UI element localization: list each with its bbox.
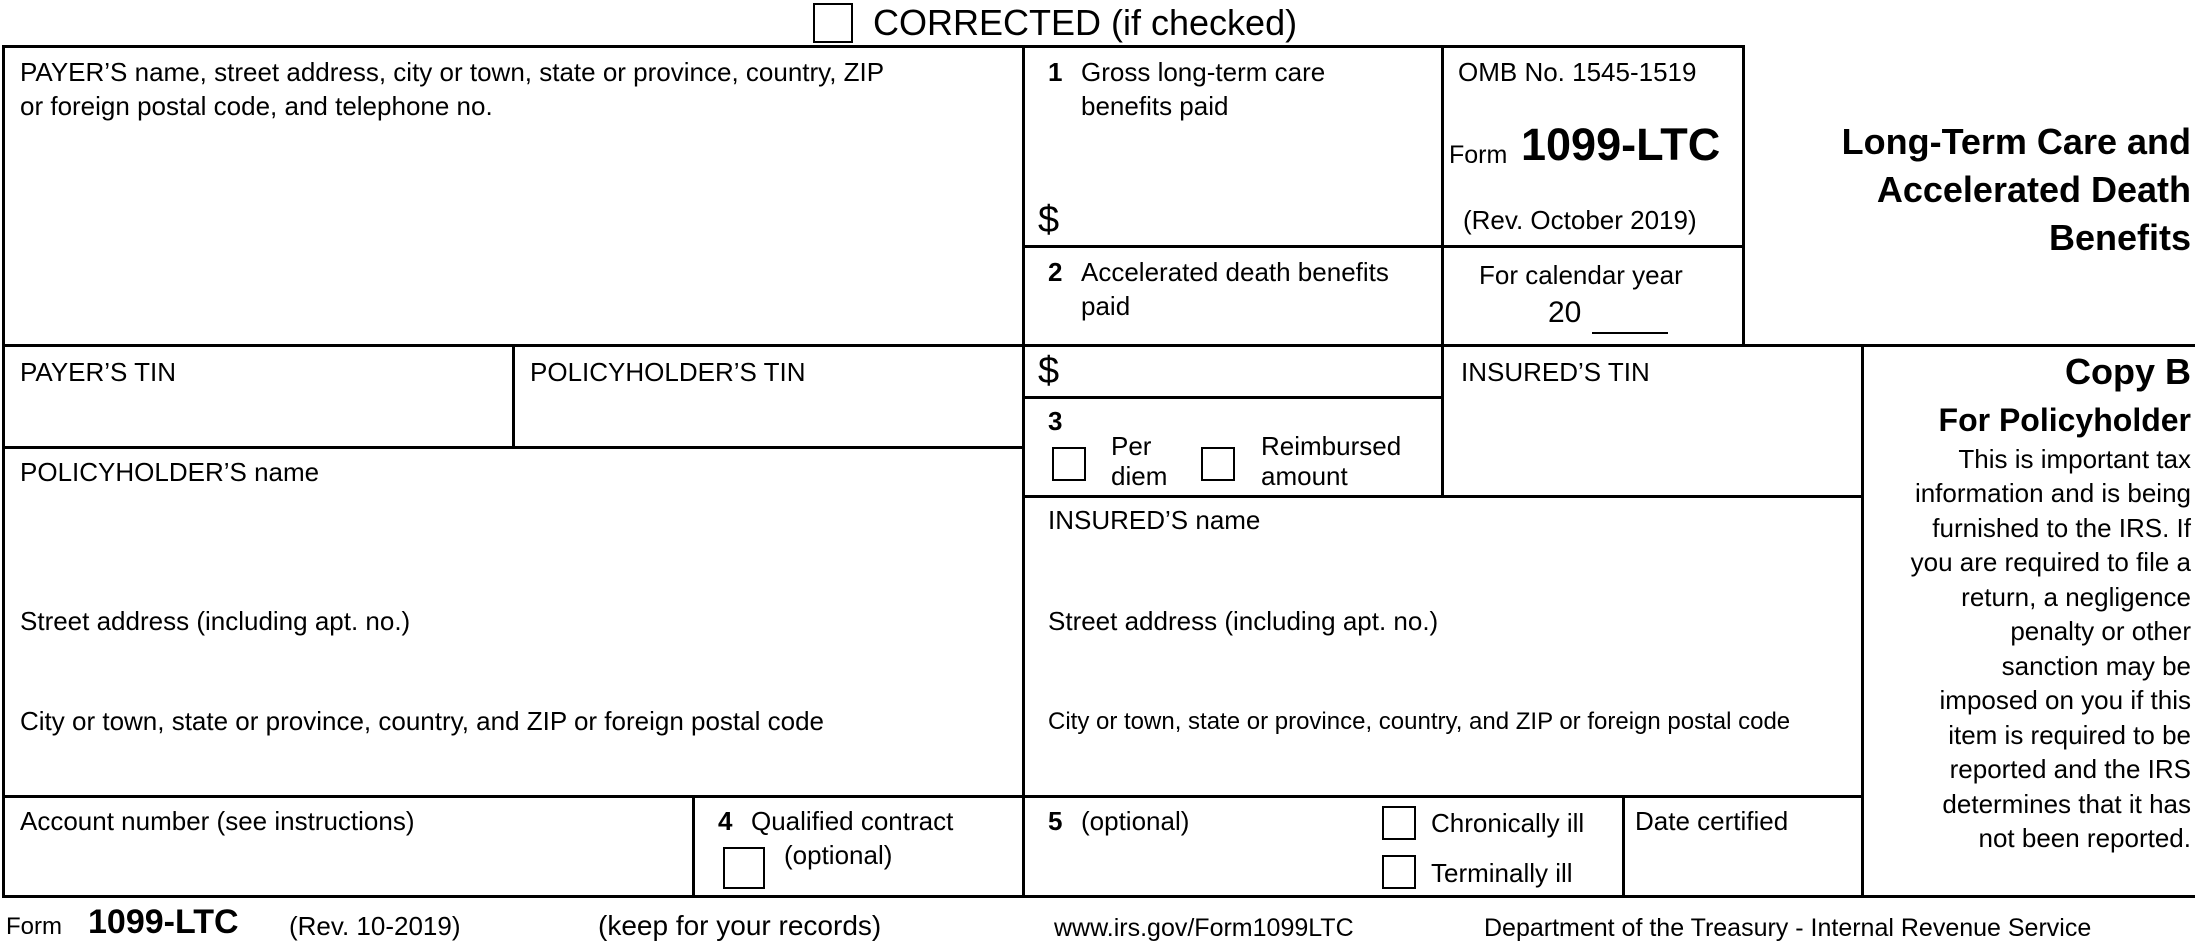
box2-number: 2	[1048, 257, 1063, 287]
insured-city-label: City or town, state or province, country, and ZIP or foreign postal code	[1048, 708, 1791, 735]
left-border	[2, 45, 5, 898]
box2-dollar-sign: $	[1038, 350, 1060, 392]
col-divider-omb	[1441, 45, 1444, 498]
qualified-contract-checkbox[interactable]	[723, 847, 765, 889]
form-title-line1: Long-Term Care and	[1841, 121, 2191, 162]
calendar-year-prefix: 20	[1548, 296, 1582, 329]
copy-divider	[1861, 344, 1864, 898]
insured-tin-label: INSURED’S TIN	[1461, 357, 1650, 387]
calendar-year-label: For calendar year	[1479, 260, 1683, 290]
box5-optional-field[interactable]	[1028, 840, 1368, 892]
box4-label-2: (optional)	[784, 840, 893, 870]
per-diem-label-2: diem	[1111, 461, 1168, 491]
form-title-line2: Accelerated Death	[1876, 169, 2191, 210]
per-diem-checkbox[interactable]	[1052, 447, 1086, 481]
copy-text-line: furnished to the IRS. If	[1932, 513, 2191, 543]
col-divider-main	[1022, 45, 1025, 898]
form-title-line3: Benefits	[2048, 217, 2191, 258]
box4-number: 4	[718, 806, 733, 836]
box5-number: 5	[1048, 806, 1063, 836]
top-border	[2, 45, 1745, 48]
box5-label: (optional)	[1081, 806, 1190, 836]
insured-name-label: INSURED’S name	[1048, 505, 1261, 535]
calendar-year-field[interactable]	[1592, 296, 1668, 332]
footer-form-word: Form	[6, 913, 62, 940]
footer-revision: (Rev. 10-2019)	[289, 911, 461, 941]
copy-text-line: item is required to be	[1948, 720, 2191, 750]
omb-number: OMB No. 1545-1519	[1458, 57, 1697, 87]
box2-label-1: Accelerated death benefits	[1081, 257, 1389, 287]
copy-text-line: reported and the IRS	[1949, 754, 2191, 784]
policyholder-street-label: Street address (including apt. no.)	[20, 606, 411, 636]
copy-subtitle: For Policyholder	[1938, 402, 2191, 438]
insured-street-label: Street address (including apt. no.)	[1048, 606, 1439, 636]
copy-text-line: penalty or other	[2010, 616, 2191, 646]
reimbursed-label-1: Reimbursed	[1261, 431, 1402, 461]
policyholder-tin-field[interactable]	[518, 390, 1018, 442]
corrected-checkbox[interactable]	[813, 3, 853, 43]
box3-bottom	[1022, 495, 1864, 498]
footer-url: www.irs.gov/Form1099LTC	[1054, 914, 1354, 942]
copy-title: Copy B	[2065, 351, 2191, 392]
date-certified-label: Date certified	[1635, 806, 1789, 836]
copy-text-line: not been reported.	[1978, 823, 2191, 853]
payer-tin-label: PAYER’S TIN	[20, 357, 177, 387]
omb-form-name: 1099-LTC	[1521, 119, 1721, 170]
insured-city-field[interactable]	[1028, 740, 1858, 792]
payer-name-label-2: or foreign postal code, and telephone no.	[20, 91, 493, 121]
copy-text-line: determines that it has	[1942, 789, 2191, 819]
policyholder-city-label: City or town, state or province, country, and ZIP or foreign postal code	[20, 706, 824, 736]
payer-tin-field[interactable]	[6, 390, 506, 442]
insured-street-field[interactable]	[1028, 640, 1858, 700]
box2-amount-field[interactable]	[1070, 346, 1435, 392]
per-diem-label-1: Per	[1111, 431, 1152, 461]
policyholder-street-field[interactable]	[6, 640, 1018, 700]
tin-divider	[512, 344, 515, 449]
box1-amount-field[interactable]	[1070, 195, 1435, 241]
account-number-label: Account number (see instructions)	[20, 806, 415, 836]
box1-number: 1	[1048, 57, 1063, 87]
chronically-ill-checkbox[interactable]	[1382, 806, 1416, 840]
policyholder-city-field[interactable]	[6, 740, 1018, 792]
box1-dollar-sign: $	[1038, 199, 1060, 241]
policyholder-name-label: POLICYHOLDER’S name	[20, 457, 320, 487]
box3-number: 3	[1048, 406, 1063, 436]
copy-text-line: This is important tax	[1958, 444, 2191, 474]
address-bottom	[2, 795, 1864, 798]
copy-text-line: return, a negligence	[1961, 582, 2191, 612]
payer-name-label-1: PAYER’S name, street address, city or town, state or province, country, ZIP	[20, 57, 885, 87]
box1-label-1: Gross long-term care	[1081, 57, 1326, 87]
copy-text-line: sanction may be	[2001, 651, 2191, 681]
footer-department: Department of the Treasury - Internal Revenue Service	[1484, 914, 2092, 942]
chronically-ill-label: Chronically ill	[1431, 808, 1585, 838]
terminally-ill-checkbox[interactable]	[1382, 855, 1416, 889]
bottom-border	[2, 895, 2195, 898]
terminally-ill-label: Terminally ill	[1431, 858, 1573, 888]
box2-bottom	[1022, 396, 1444, 399]
box1-label-2: benefits paid	[1081, 91, 1229, 121]
policyholder-tin-label: POLICYHOLDER’S TIN	[530, 357, 806, 387]
tin-bottom	[2, 446, 1025, 449]
insured-name-field[interactable]	[1028, 540, 1858, 600]
reimbursed-checkbox[interactable]	[1201, 447, 1235, 481]
corrected-label: CORRECTED (if checked)	[873, 2, 1298, 43]
copy-text-line: information and is being	[1914, 478, 2191, 508]
footer-keep-records: (keep for your records)	[598, 910, 882, 941]
box4-label-1: Qualified contract	[751, 806, 954, 836]
right-border-omb	[1742, 45, 1745, 347]
insured-tin-field[interactable]	[1447, 390, 1857, 490]
account-number-field[interactable]	[6, 840, 688, 892]
date-certified-field[interactable]	[1628, 840, 1856, 892]
box5-divider	[1622, 795, 1625, 898]
omb-form-word: Form	[1449, 141, 1508, 169]
reimbursed-label-2: amount	[1261, 461, 1348, 491]
payer-name-field[interactable]	[6, 125, 1018, 340]
omb-divider	[1441, 245, 1745, 248]
box4-divider	[692, 795, 695, 898]
footer-form-name: 1099-LTC	[88, 903, 239, 941]
policyholder-name-field[interactable]	[6, 492, 1018, 592]
copy-text-line: imposed on you if this	[1939, 685, 2191, 715]
box2-label-2: paid	[1081, 291, 1131, 321]
omb-revision: (Rev. October 2019)	[1463, 205, 1697, 235]
copy-text-line: you are required to file a	[1910, 547, 2191, 577]
calendar-year-blank	[1592, 332, 1668, 334]
